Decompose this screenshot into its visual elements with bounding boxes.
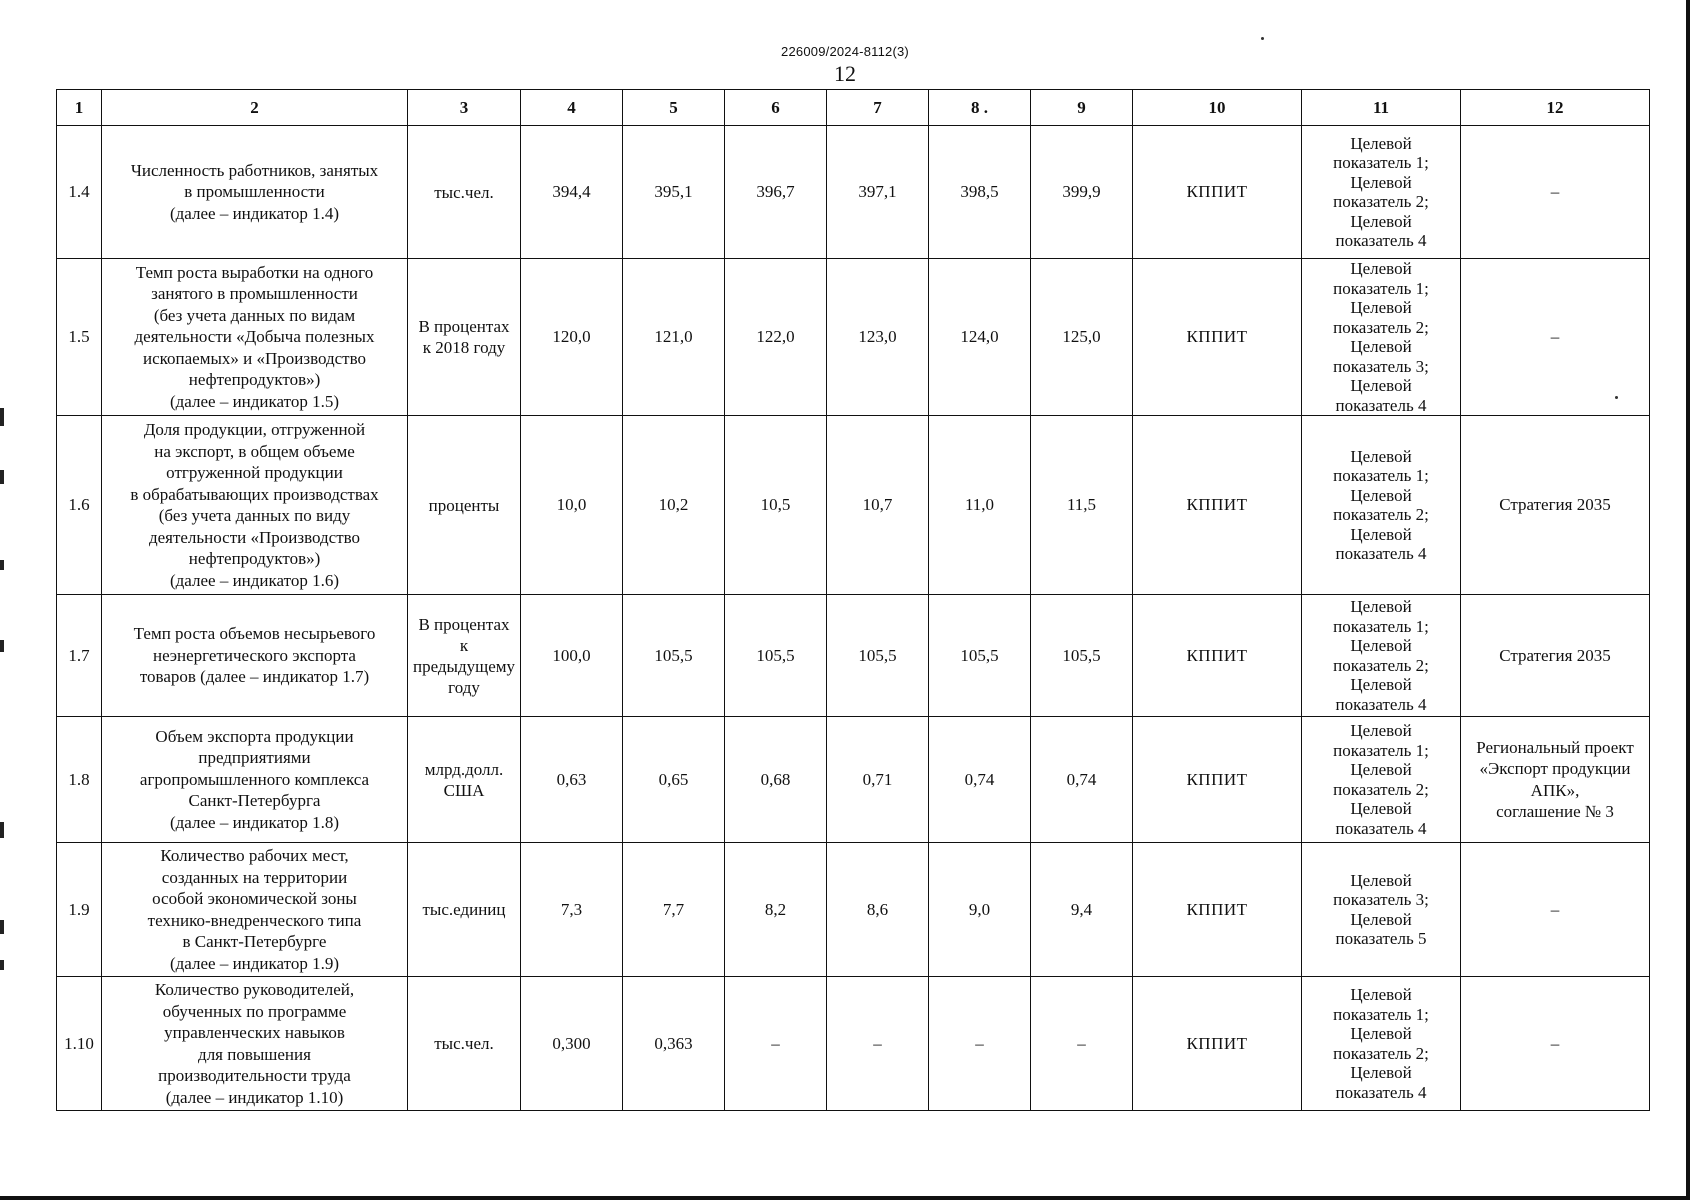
indicator-number: 1.5: [57, 259, 102, 416]
column-number: 6: [725, 90, 827, 126]
indicator-source: Стратегия 2035: [1461, 595, 1650, 717]
indicator-source: Стратегия 2035: [1461, 416, 1650, 595]
indicator-number: 1.10: [57, 977, 102, 1111]
indicator-value: 0,300: [521, 977, 623, 1111]
column-number: 3: [408, 90, 521, 126]
table-row: [57, 717, 1650, 843]
indicator-value: 10,2: [623, 416, 725, 595]
indicator-value: 395,1: [623, 126, 725, 259]
indicator-value: 122,0: [725, 259, 827, 416]
related-target-indicators: Целевой показатель 1; Целевой показатель 2; Целевой показатель 4: [1302, 416, 1461, 595]
indicator-unit: тыс.чел.: [408, 977, 521, 1111]
scan-speck: [1261, 37, 1264, 40]
indicator-value: 0,63: [521, 717, 623, 843]
related-target-indicators: Целевой показатель 1; Целевой показатель 2; Целевой показатель 4: [1302, 977, 1461, 1111]
indicator-name: Темп роста объемов несырьевого неэнергетического экспорта товаров (далее – индикатор 1.7): [102, 595, 408, 717]
column-number: 7: [827, 90, 929, 126]
indicator-value: 121,0: [623, 259, 725, 416]
indicator-name: Темп роста выработки на одного занятого в промышленности (без учета данных по видам деятельности «Добыча полезных ископаемых» и «Производство нефтепродуктов») (далее – индикатор 1.5): [102, 259, 408, 416]
indicator-value: 0,65: [623, 717, 725, 843]
column-number: 4: [521, 90, 623, 126]
indicator-name: Количество руководителей, обученных по программе управленческих навыков для повышения производительности труда (далее – индикатор 1.10): [102, 977, 408, 1111]
indicator-value: 399,9: [1031, 126, 1133, 259]
responsible-executor: КППИТ: [1133, 977, 1302, 1111]
indicator-value: 105,5: [1031, 595, 1133, 717]
indicator-value: 0,363: [623, 977, 725, 1111]
column-number: 8 .: [929, 90, 1031, 126]
responsible-executor: КППИТ: [1133, 717, 1302, 843]
indicator-value: 105,5: [929, 595, 1031, 717]
indicator-value: 100,0: [521, 595, 623, 717]
indicator-value: 0,68: [725, 717, 827, 843]
indicator-number: 1.7: [57, 595, 102, 717]
table-row: [57, 259, 1650, 416]
column-number: 2: [102, 90, 408, 126]
indicator-name: Доля продукции, отгруженной на экспорт, в общем объеме отгруженной продукции в обрабатывающих производствах (без учета данных по виду деятельности «Производство нефтепродуктов») (далее – индикатор 1.6): [102, 416, 408, 595]
scan-left-edge-marks: [0, 0, 6, 1200]
responsible-executor: КППИТ: [1133, 843, 1302, 977]
indicator-value: –: [827, 977, 929, 1111]
indicator-value: 10,5: [725, 416, 827, 595]
indicator-number: 1.9: [57, 843, 102, 977]
indicator-unit: тыс.чел.: [408, 126, 521, 259]
table-row: [57, 416, 1650, 595]
indicator-unit: В процентах к предыдущему году: [408, 595, 521, 717]
indicator-value: 7,3: [521, 843, 623, 977]
related-target-indicators: Целевой показатель 3; Целевой показатель 5: [1302, 843, 1461, 977]
indicator-value: 9,0: [929, 843, 1031, 977]
page-number: 12: [834, 61, 856, 86]
indicator-name: Объем экспорта продукции предприятиями агропромышленного комплекса Санкт-Петербурга (далее – индикатор 1.8): [102, 717, 408, 843]
indicator-source: –: [1461, 977, 1650, 1111]
indicator-number: 1.6: [57, 416, 102, 595]
indicator-value: 0,74: [1031, 717, 1133, 843]
indicator-value: 105,5: [725, 595, 827, 717]
column-number-row: [57, 90, 1650, 126]
related-target-indicators: Целевой показатель 1; Целевой показатель 2; Целевой показатель 3; Целевой показатель 4: [1302, 259, 1461, 416]
indicator-number: 1.8: [57, 717, 102, 843]
responsible-executor: КППИТ: [1133, 416, 1302, 595]
indicator-value: 398,5: [929, 126, 1031, 259]
table-row: [57, 977, 1650, 1111]
indicator-unit: В процентах к 2018 году: [408, 259, 521, 416]
indicator-value: 7,7: [623, 843, 725, 977]
indicator-source: –: [1461, 843, 1650, 977]
scan-right-border: [1686, 0, 1690, 1200]
indicator-value: 10,7: [827, 416, 929, 595]
table-row: [57, 843, 1650, 977]
related-target-indicators: Целевой показатель 1; Целевой показатель 2; Целевой показатель 4: [1302, 595, 1461, 717]
related-target-indicators: Целевой показатель 1; Целевой показатель 2; Целевой показатель 4: [1302, 717, 1461, 843]
indicator-value: 0,71: [827, 717, 929, 843]
indicator-value: 120,0: [521, 259, 623, 416]
indicator-value: 396,7: [725, 126, 827, 259]
indicator-value: 397,1: [827, 126, 929, 259]
indicator-value: 8,2: [725, 843, 827, 977]
registration-number: 226009/2024-8112(3): [781, 44, 909, 59]
column-number: 5: [623, 90, 725, 126]
indicator-value: 0,74: [929, 717, 1031, 843]
responsible-executor: КППИТ: [1133, 595, 1302, 717]
indicator-source: Региональный проект «Экспорт продукции АПК», соглашение № 3: [1461, 717, 1650, 843]
related-target-indicators: Целевой показатель 1; Целевой показатель 2; Целевой показатель 4: [1302, 126, 1461, 259]
indicator-value: 394,4: [521, 126, 623, 259]
indicator-value: 105,5: [623, 595, 725, 717]
indicator-source: –: [1461, 259, 1650, 416]
column-number: 9: [1031, 90, 1133, 126]
indicator-value: –: [929, 977, 1031, 1111]
responsible-executor: КППИТ: [1133, 259, 1302, 416]
table-row: [57, 126, 1650, 259]
indicator-name: Количество рабочих мест, созданных на территории особой экономической зоны технико-внедренческого типа в Санкт-Петербурге (далее – индикатор 1.9): [102, 843, 408, 977]
indicator-value: 8,6: [827, 843, 929, 977]
indicator-value: 124,0: [929, 259, 1031, 416]
indicator-value: 11,0: [929, 416, 1031, 595]
indicator-value: –: [725, 977, 827, 1111]
indicator-unit: тыс.единиц: [408, 843, 521, 977]
indicator-value: 10,0: [521, 416, 623, 595]
indicator-value: 105,5: [827, 595, 929, 717]
indicator-name: Численность работников, занятых в промышленности (далее – индикатор 1.4): [102, 126, 408, 259]
column-number: 10: [1133, 90, 1302, 126]
column-number: 12: [1461, 90, 1650, 126]
indicators-table: [56, 89, 1650, 1111]
column-number: 11: [1302, 90, 1461, 126]
indicator-value: 123,0: [827, 259, 929, 416]
indicator-source: –: [1461, 126, 1650, 259]
indicator-unit: проценты: [408, 416, 521, 595]
indicator-unit: млрд.долл. США: [408, 717, 521, 843]
indicator-number: 1.4: [57, 126, 102, 259]
scan-bottom-border: [0, 1196, 1690, 1200]
responsible-executor: КППИТ: [1133, 126, 1302, 259]
column-number: 1: [57, 90, 102, 126]
indicator-value: 125,0: [1031, 259, 1133, 416]
table-row: [57, 595, 1650, 717]
indicator-value: 11,5: [1031, 416, 1133, 595]
indicator-value: –: [1031, 977, 1133, 1111]
indicator-value: 9,4: [1031, 843, 1133, 977]
